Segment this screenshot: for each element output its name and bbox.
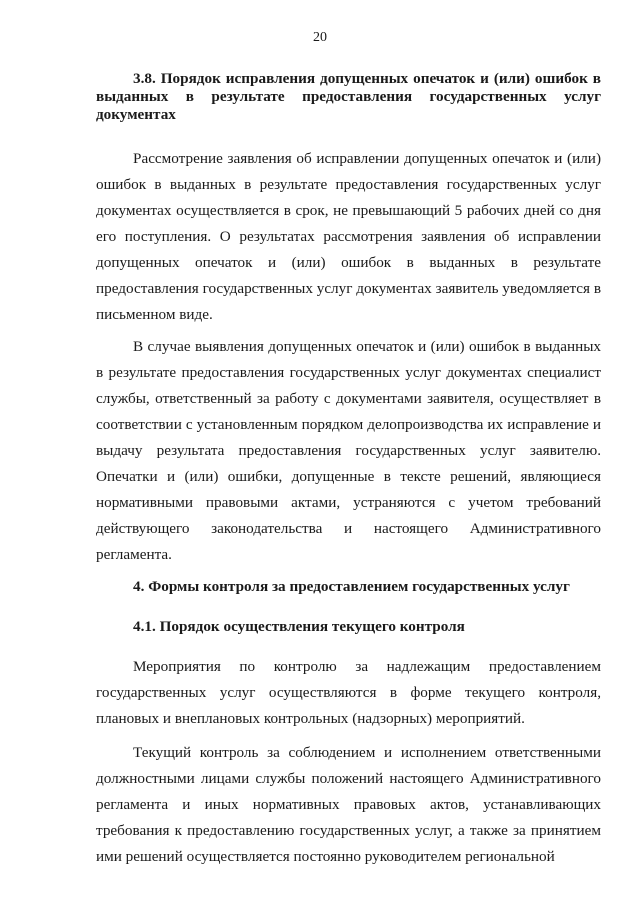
section-3-8-paragraph-2: В случае выявления допущенных опечаток и (или) ошибок в выданных в результате предоставления государственных услуг документах специалист службы, ответственный за работу с документами заявителя, осуществляет в соответствии с установленным порядком делопроизводства их исправление и выдачу результата предоставления государственных услуг заявителю. Опечатки и (или) ошибки, допущенные в тексте решений, являющиеся нормативными правовыми актами, устраняются с учетом требований действующего законодательства и настоящего Административного регламента. [96,338,601,563]
section-4-1-paragraph-2: Текущий контроль за соблюдением и исполнением ответственными должностными лицами службы положений настоящего Административного регламента и иных нормативных правовых актов, устанавливающих требования к предоставлению государственных услуг, а также за принятием ими решений осуществляется постоянно руководителем региональной [96,744,601,865]
section-4-1-paragraph-1: Мероприятия по контролю за надлежащим предоставлением государственных услуг осуществляются в форме текущего контроля, плановых и внеплановых контрольных (надзорных) мероприятий. [96,658,601,727]
section-3-8-heading: 3.8. Порядок исправления допущенных опечаток и (или) ошибок в выданных в результате предоставления государственных услуг документах [96,70,601,123]
page-number: 20 [313,30,327,45]
section-4-heading: 4. Формы контроля за предоставлением государственных услуг [133,578,570,595]
section-3-8-paragraph-1: Рассмотрение заявления об исправлении допущенных опечаток и (или) ошибок в выданных в результате предоставления государственных услуг документах осуществляется в срок, не превышающий 5 рабочих дней со дня его поступления. О результатах рассмотрения заявления об исправлении допущенных опечаток и (или) ошибок в выданных в результате предоставления государственных услуг документах заявитель уведомляется в письменном виде. [96,150,601,323]
page-content [96,70,601,870]
section-4-1-heading: 4.1. Порядок осуществления текущего контроля [133,618,465,635]
